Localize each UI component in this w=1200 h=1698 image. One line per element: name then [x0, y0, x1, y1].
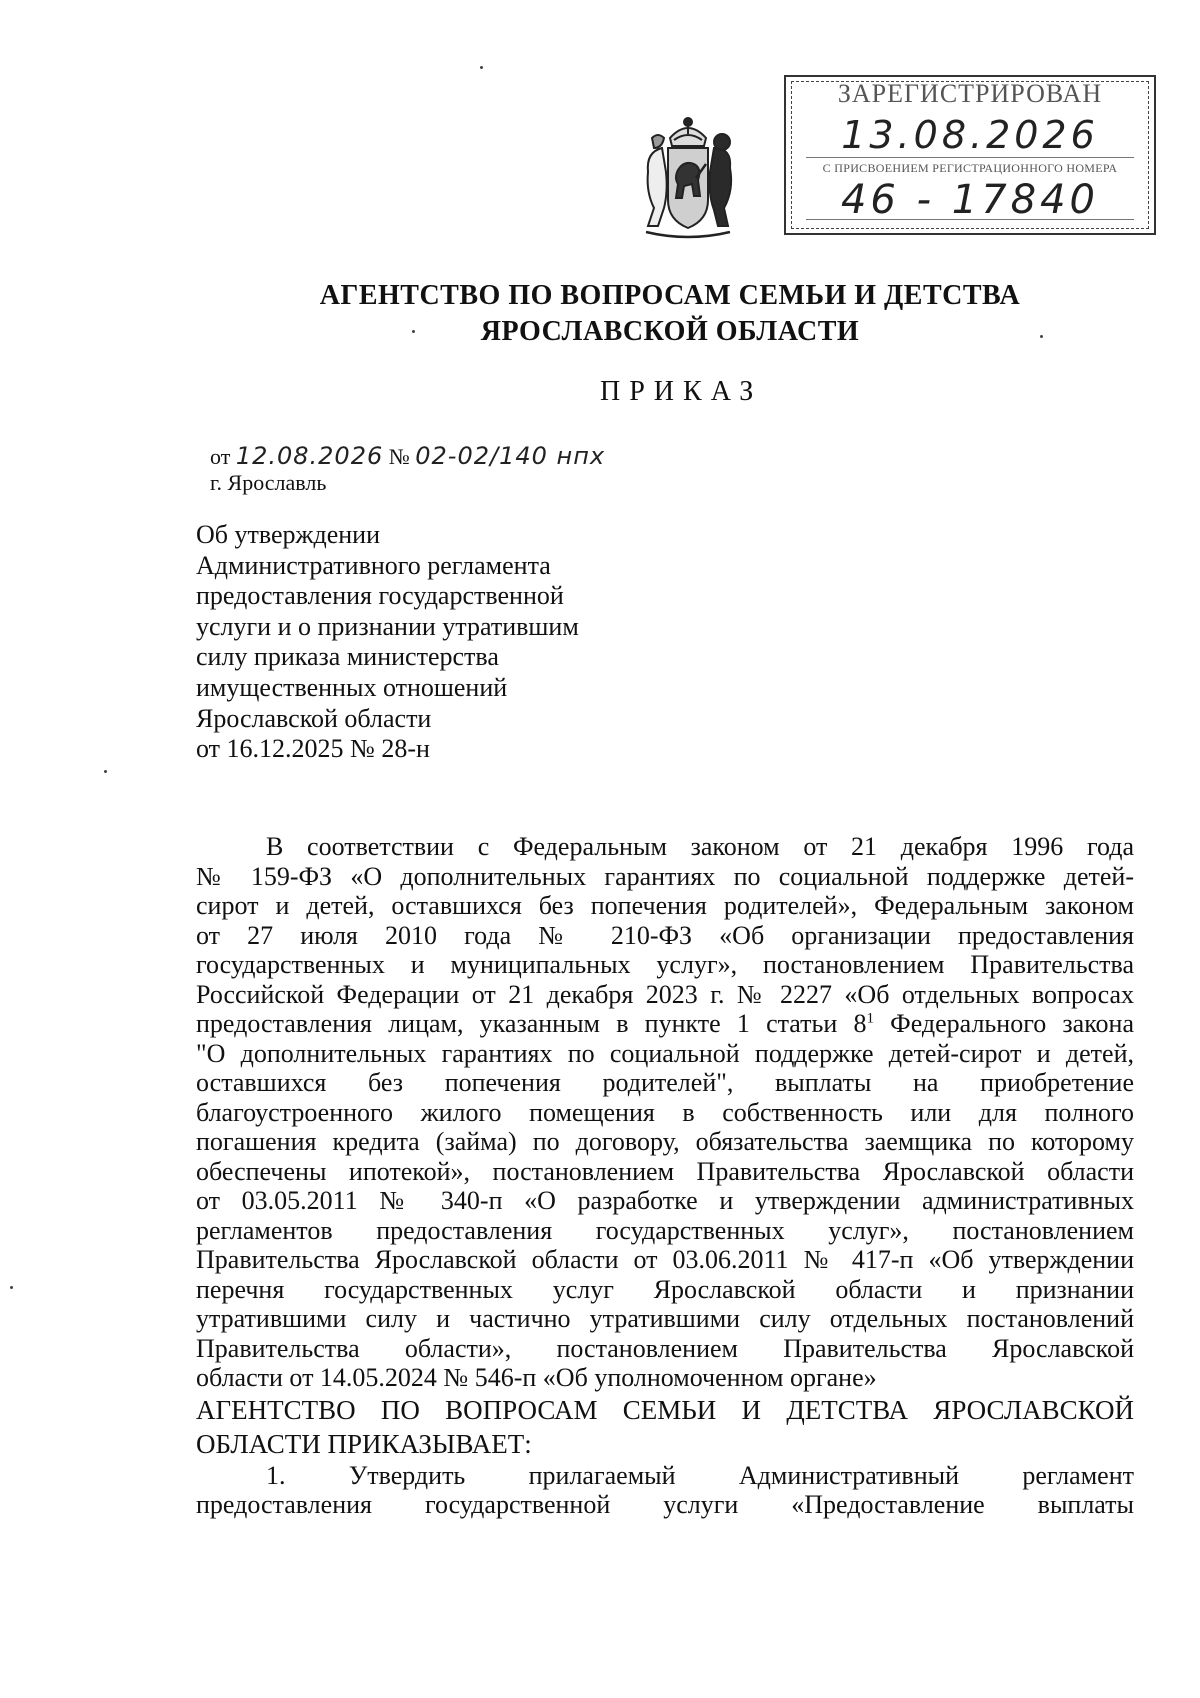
order-directive: ОБЛАСТИ ПРИКАЗЫВАЕТ:: [196, 1428, 532, 1459]
item-1-line: предоставления государственной услуги «Предоставление выплаты: [196, 1490, 1134, 1519]
subject-line: услуги и о признании утратившим: [196, 611, 579, 641]
body-line: № 159-ФЗ «О дополнительных гарантиях по социальной поддержке детей-: [196, 861, 1134, 891]
body-line-text: предоставления лицам, указанным в пункте 1 статьи 8: [196, 1009, 867, 1038]
stamp-date: 13.08.2026: [841, 113, 1099, 157]
agency-name: [280, 278, 1060, 350]
scan-speck: [1040, 335, 1043, 338]
body-line: оставшихся без попечения родителей", выплаты на приобретение: [196, 1068, 1134, 1097]
body-line: обеспечены ипотекой», постановлением Правительства Ярославской области: [196, 1156, 1134, 1186]
body-line: сирот и детей, оставшихся без попечения родителей», Федеральным законом: [196, 891, 1134, 920]
body-line: "О дополнительных гарантиях по социальной поддержке детей-сирот и детей,: [196, 1038, 1134, 1068]
subject-line: от 16.12.2025 № 28-н: [196, 734, 430, 764]
subject-line: силу приказа министерства: [196, 642, 499, 672]
body-line: области от 14.05.2024 № 546-п «Об уполномоченном органе»: [196, 1363, 877, 1392]
scan-speck: [480, 66, 483, 69]
body-line-with-superscript: [196, 1009, 1134, 1039]
subject-line: Административного регламента: [196, 550, 551, 580]
body-line: погашения кредита (займа) по договору, обязательства заемщика по которому: [196, 1127, 1134, 1156]
handwritten-number: 02-02/140 нпх: [415, 442, 606, 470]
body-line: Правительства области», постановлением Правительства Ярославской: [196, 1333, 1134, 1363]
scan-speck: [412, 330, 415, 333]
subject-line: предоставления государственной: [196, 581, 564, 611]
handwritten-date: 12.08.2026: [235, 442, 384, 470]
body-line: регламентов предоставления государственных услуг», постановлением: [196, 1215, 1134, 1245]
scan-speck: [104, 770, 107, 773]
stamp-subtitle: С ПРИСВОЕНИЕМ РЕГИСТРАЦИОННОГО НОМЕРА: [822, 161, 1118, 175]
order-subject: [196, 520, 636, 765]
agency-line2: ЯРОСЛАВСКОЙ ОБЛАСТИ: [480, 316, 860, 347]
agency-line1: АГЕНТСТВО ПО ВОПРОСАМ СЕМЬИ И ДЕТСТВА: [319, 280, 1021, 311]
stamp-title: ЗАРЕГИСТРИРОВАН: [837, 79, 1103, 108]
city: г. Ярославль: [210, 470, 327, 495]
body-line: В соответствии с Федеральным законом от 21 декабря 1996 года: [266, 832, 1134, 861]
stamp-divider: [806, 219, 1134, 220]
body-line: от 27 июля 2010 года № 210-ФЗ «Об организации предоставления: [196, 920, 1134, 950]
date-number-line: [210, 442, 605, 470]
stamp-number: 46 - 17840: [840, 177, 1099, 223]
superscript: 1: [866, 1010, 874, 1027]
coat-of-arms-icon: [618, 108, 758, 248]
body-line: от 03.05.2011 № 340-п «О разработке и утверждении административных: [196, 1186, 1134, 1215]
item-1-line: 1. Утвердить прилагаемый Административный регламент: [266, 1460, 1134, 1490]
order-body: [196, 832, 1134, 1520]
registration-stamp: [784, 75, 1156, 235]
subject-line: Об утверждении: [196, 520, 381, 549]
order-directive: АГЕНТСТВО ПО ВОПРОСАМ СЕМЬИ И ДЕТСТВА ЯРОСЛАВСКОЙ: [196, 1394, 1134, 1425]
body-line: Правительства Ярославской области от 03.06.2011 № 417-п «Об утверждении: [196, 1245, 1134, 1274]
body-line: Российской Федерации от 21 декабря 2023 г. № 2227 «Об отдельных вопросах: [196, 979, 1134, 1009]
from-prefix: от: [210, 444, 231, 469]
stamp-divider: [806, 157, 1134, 158]
body-line: перечня государственных услуг Ярославской области и признании: [196, 1274, 1134, 1304]
document-type: ПРИКАЗ: [600, 376, 763, 407]
body-line: государственных и муниципальных услуг», постановлением Правительства: [196, 950, 1134, 979]
body-line: утратившими силу и частично утратившими силу отдельных постановлений: [196, 1304, 1134, 1333]
body-line: благоустроенного жилого помещения в собственность или для полного: [196, 1097, 1134, 1127]
number-sign: №: [388, 444, 410, 469]
subject-line: Ярославской области: [196, 703, 432, 733]
scan-speck: [10, 1286, 13, 1289]
subject-line: имущественных отношений: [196, 672, 508, 702]
body-line-tail: Федерального закона: [873, 1009, 1134, 1038]
